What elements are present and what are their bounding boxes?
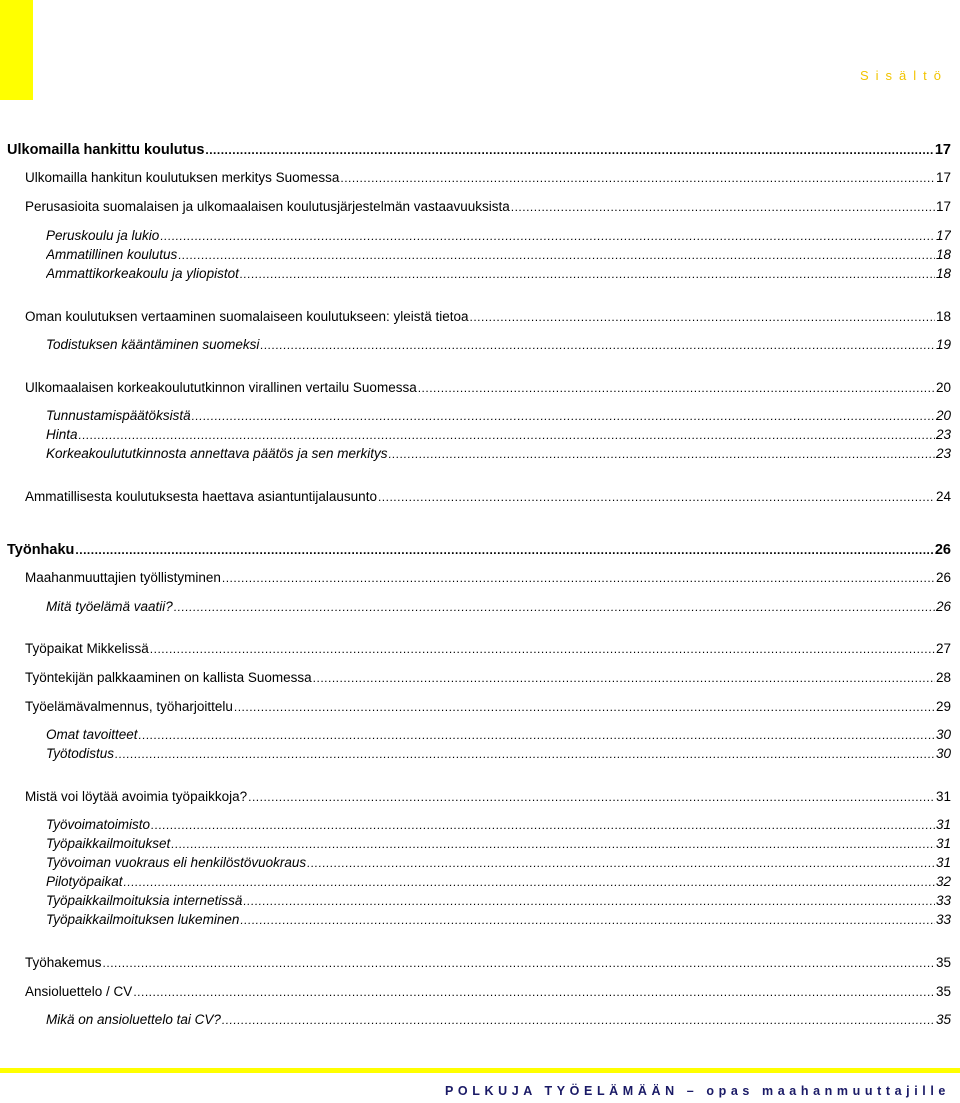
toc-entry[interactable] bbox=[46, 725, 951, 745]
footer-rule bbox=[0, 1068, 960, 1073]
toc-entry-title: Ulkomailla hankittu koulutus bbox=[7, 142, 205, 158]
toc-entry[interactable] bbox=[7, 140, 951, 160]
toc-dot-leader bbox=[178, 245, 935, 265]
toc-entry-title: Työtodistus bbox=[46, 746, 115, 761]
toc-entry[interactable] bbox=[46, 226, 951, 246]
toc-entry[interactable] bbox=[46, 444, 951, 464]
toc-entry[interactable] bbox=[46, 891, 951, 911]
toc-entry[interactable] bbox=[46, 245, 951, 265]
toc-entry-page-number: 20 bbox=[935, 408, 951, 423]
toc-dot-leader bbox=[174, 597, 935, 617]
toc-entry-page-number: 35 bbox=[935, 955, 951, 970]
toc-entry-page-number: 31 bbox=[935, 817, 951, 832]
toc-entry-title: Hinta bbox=[46, 427, 78, 442]
toc-dot-leader bbox=[234, 697, 935, 717]
toc-entry[interactable] bbox=[46, 815, 951, 835]
toc-entry-page-number: 23 bbox=[935, 427, 951, 442]
toc-entry-page-number: 30 bbox=[935, 746, 951, 761]
toc-dot-leader bbox=[115, 744, 935, 764]
toc-entry-title: Työpaikkailmoitukset bbox=[46, 836, 171, 851]
toc-dot-leader bbox=[470, 307, 935, 327]
toc-entry-title: Työhakemus bbox=[25, 955, 102, 970]
toc-entry-title: Ammatillisesta koulutuksesta haettava asiantuntijalausunto bbox=[25, 489, 377, 504]
toc-entry-title: Peruskoulu ja lukio bbox=[46, 228, 160, 243]
toc-entry[interactable] bbox=[25, 487, 951, 507]
toc-entry[interactable] bbox=[46, 834, 951, 854]
toc-entry[interactable] bbox=[25, 953, 951, 973]
toc-dot-leader bbox=[240, 910, 935, 930]
footer-title: POLKUJA TYÖELÄMÄÄN – opas maahanmuuttajille bbox=[444, 1084, 950, 1098]
toc-entry[interactable] bbox=[25, 639, 951, 659]
toc-entry-title: Ammatillinen koulutus bbox=[46, 247, 178, 262]
toc-entry-title: Pilotyöpaikat bbox=[46, 874, 123, 889]
toc-entry[interactable] bbox=[25, 197, 951, 217]
toc-entry-title: Työpaikkailmoituksen lukeminen bbox=[46, 912, 240, 927]
toc-entry[interactable] bbox=[46, 1010, 951, 1030]
toc-entry-page-number: 17 bbox=[935, 170, 951, 185]
toc-entry[interactable] bbox=[25, 378, 951, 398]
toc-entry-page-number: 31 bbox=[935, 836, 951, 851]
toc-dot-leader bbox=[103, 953, 935, 973]
toc-entry-page-number: 35 bbox=[935, 984, 951, 999]
toc-entry-page-number: 18 bbox=[935, 247, 951, 262]
toc-dot-leader bbox=[378, 487, 935, 507]
toc-entry-title: Työpaikkailmoituksia internetissä bbox=[46, 893, 243, 908]
toc-entry-title: Ulkomaalaisen korkeakoulututkinnon virallinen vertailu Suomessa bbox=[25, 380, 417, 395]
toc-entry-page-number: 28 bbox=[935, 670, 951, 685]
toc-entry-page-number: 29 bbox=[935, 699, 951, 714]
toc-entry[interactable] bbox=[25, 568, 951, 588]
toc-entry-page-number: 26 bbox=[934, 542, 951, 558]
toc-entry-page-number: 24 bbox=[935, 489, 951, 504]
toc-entry-page-number: 33 bbox=[935, 893, 951, 908]
toc-entry-page-number: 17 bbox=[935, 199, 951, 214]
toc-entry-title: Ammattikorkeakoulu ja yliopistot bbox=[46, 266, 239, 281]
toc-entry[interactable] bbox=[46, 872, 951, 892]
toc-entry-title: Tunnustamispäätöksistä bbox=[46, 408, 191, 423]
toc-dot-leader bbox=[313, 668, 935, 688]
toc-entry-page-number: 31 bbox=[935, 789, 951, 804]
toc-entry-page-number: 32 bbox=[935, 874, 951, 889]
toc-entry-page-number: 30 bbox=[935, 727, 951, 742]
section-header-label: Sisältö bbox=[859, 68, 948, 83]
toc-dot-leader bbox=[75, 540, 933, 560]
toc-entry-page-number: 23 bbox=[935, 446, 951, 461]
toc-dot-leader bbox=[388, 444, 935, 464]
toc-entry-page-number: 20 bbox=[935, 380, 951, 395]
toc-entry[interactable] bbox=[46, 335, 951, 355]
toc-entry-title: Työvoimatoimisto bbox=[46, 817, 151, 832]
toc-dot-leader bbox=[171, 834, 935, 854]
toc-dot-leader bbox=[160, 226, 935, 246]
toc-entry-title: Työelämävalmennus, työharjoittelu bbox=[25, 699, 233, 714]
toc-dot-leader bbox=[133, 982, 935, 1002]
toc-entry[interactable] bbox=[7, 540, 951, 560]
toc-entry[interactable] bbox=[46, 597, 951, 617]
toc-entry-title: Maahanmuuttajien työllistyminen bbox=[25, 570, 221, 585]
toc-dot-leader bbox=[307, 853, 935, 873]
toc-entry-title: Korkeakoulututkinnosta annettava päätös ja sen merkitys bbox=[46, 446, 388, 461]
toc-entry[interactable] bbox=[25, 787, 951, 807]
toc-entry[interactable] bbox=[25, 668, 951, 688]
toc-entry-title: Työpaikat Mikkelissä bbox=[25, 641, 149, 656]
toc-entry-title: Perusasioita suomalaisen ja ulkomaalaisen koulutusjärjestelmän vastaavuuksista bbox=[25, 199, 510, 214]
toc-entry-title: Työvoiman vuokraus eli henkilöstövuokraus bbox=[46, 855, 307, 870]
toc-dot-leader bbox=[124, 872, 935, 892]
toc-entry-title: Omat tavoitteet bbox=[46, 727, 138, 742]
toc-entry-page-number: 17 bbox=[934, 142, 951, 158]
toc-entry-title: Työnhaku bbox=[7, 542, 75, 558]
toc-dot-leader bbox=[150, 639, 935, 659]
toc-entry[interactable] bbox=[25, 307, 951, 327]
toc-dot-leader bbox=[260, 335, 935, 355]
toc-entry-page-number: 35 bbox=[935, 1012, 951, 1027]
toc-entry-page-number: 18 bbox=[935, 266, 951, 281]
toc-entry-page-number: 31 bbox=[935, 855, 951, 870]
toc-entry[interactable] bbox=[25, 697, 951, 717]
toc-dot-leader bbox=[240, 264, 935, 284]
toc-entry[interactable] bbox=[46, 425, 951, 445]
toc-dot-leader bbox=[340, 168, 935, 188]
toc-entry-page-number: 19 bbox=[935, 337, 951, 352]
toc-entry-title: Ulkomailla hankitun koulutuksen merkitys Suomessa bbox=[25, 170, 340, 185]
toc-entry[interactable] bbox=[25, 982, 951, 1002]
toc-dot-leader bbox=[192, 406, 935, 426]
toc-entry-title: Työntekijän palkkaaminen on kallista Suomessa bbox=[25, 670, 312, 685]
toc-dot-leader bbox=[151, 815, 935, 835]
toc-dot-leader bbox=[511, 197, 935, 217]
toc-entry[interactable] bbox=[46, 910, 951, 930]
toc-entry[interactable] bbox=[46, 406, 951, 426]
toc-dot-leader bbox=[79, 425, 935, 445]
toc-dot-leader bbox=[205, 140, 933, 160]
toc-dot-leader bbox=[139, 725, 935, 745]
toc-entry-page-number: 17 bbox=[935, 228, 951, 243]
toc-entry-page-number: 18 bbox=[935, 309, 951, 324]
toc-dot-leader bbox=[222, 568, 935, 588]
toc-entry-title: Oman koulutuksen vertaaminen suomalaiseen koulutukseen: yleistä tietoa bbox=[25, 309, 469, 324]
toc-entry-title: Mikä on ansioluettelo tai CV? bbox=[46, 1012, 221, 1027]
toc-entry-page-number: 26 bbox=[935, 570, 951, 585]
toc-entry-page-number: 26 bbox=[935, 599, 951, 614]
toc-entry-title: Ansioluettelo / CV bbox=[25, 984, 133, 999]
toc-entry-title: Mistä voi löytää avoimia työpaikkoja? bbox=[25, 789, 248, 804]
toc-dot-leader bbox=[418, 378, 935, 398]
toc-entry[interactable] bbox=[25, 168, 951, 188]
toc-entry-title: Mitä työelämä vaatii? bbox=[46, 599, 173, 614]
toc-entry-title: Todistuksen kääntäminen suomeksi bbox=[46, 337, 260, 352]
toc-dot-leader bbox=[222, 1010, 935, 1030]
toc-entry[interactable] bbox=[46, 264, 951, 284]
toc-dot-leader bbox=[248, 787, 935, 807]
toc-entry-page-number: 27 bbox=[935, 641, 951, 656]
toc-entry-page-number: 33 bbox=[935, 912, 951, 927]
toc-entry[interactable] bbox=[46, 744, 951, 764]
toc-dot-leader bbox=[243, 891, 935, 911]
toc-entry[interactable] bbox=[46, 853, 951, 873]
